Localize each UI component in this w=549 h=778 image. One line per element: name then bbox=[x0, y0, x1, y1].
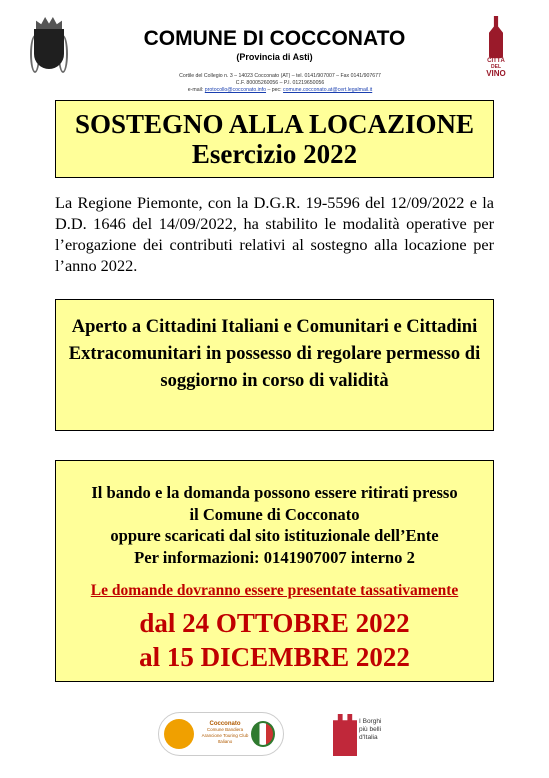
borghi-line2: più belli bbox=[359, 726, 382, 733]
info-line-4: Per informazioni: 0141907007 interno 2 bbox=[134, 547, 415, 567]
eligibility-box bbox=[55, 299, 494, 431]
notice-year: Esercizio 2022 bbox=[191, 139, 358, 169]
title-box bbox=[55, 100, 494, 178]
info-line-3: oppure scaricati dal sito istituzionale dell’Ente bbox=[110, 526, 439, 545]
date-to: al 15 DICEMBRE 2022 bbox=[139, 642, 410, 672]
info-box bbox=[55, 460, 494, 682]
fiscal-line: C.F. 80005260056 – P.I. 01219650056 bbox=[235, 80, 325, 86]
notice-title: SOSTEGNO ALLA LOCAZIONE bbox=[74, 109, 475, 139]
eligibility-text: Aperto a Cittadini Italiani e Comunitari e Cittadini Extracomunitari in possesso di regolare permesso di soggiorno in corso di validità bbox=[68, 317, 481, 391]
municipality-title: COMUNE DI COCCONATO bbox=[143, 27, 406, 50]
borghi-line1: I Borghi bbox=[359, 718, 382, 725]
vino-logo-line1: CITTÀ bbox=[487, 58, 505, 64]
vino-logo-line3: VINO bbox=[486, 69, 506, 78]
date-from: dal 24 OTTOBRE 2022 bbox=[139, 608, 410, 638]
email-label: e-mail: bbox=[187, 87, 204, 93]
borghi-line3: d'Italia bbox=[359, 734, 378, 741]
intro-text: La Regione Piemonte, con la D.G.R. 19-5596 del 12/09/2022 e la D.D. 1646 del 14/09/2022, ha stabilito le modalità operative per l’erogazione dei contributi relativi al sostegno alla locazione per l’anno 2022. bbox=[55, 193, 494, 275]
deadline-notice: Le domande dovranno essere presentate tassativamente bbox=[90, 582, 459, 599]
contact-line bbox=[150, 87, 410, 93]
sun-icon bbox=[164, 719, 194, 749]
tower-icon bbox=[333, 714, 357, 756]
email-link[interactable]: protocollo@cocconato.info bbox=[204, 87, 267, 93]
intro-paragraph bbox=[55, 192, 494, 276]
bandiera-arancione-logo bbox=[158, 712, 284, 756]
touring-club-icon bbox=[251, 721, 275, 747]
province-subtitle: (Provincia di Asti) bbox=[236, 52, 313, 62]
pec-link[interactable]: comune.cocconato.at@cert.legalmail.it bbox=[283, 87, 373, 93]
address-line: Cortile del Collegio n. 3 – 14023 Cocconato (AT) – tel. 0141/907007 – Fax 0141/907677 bbox=[179, 73, 381, 79]
info-line-2: il Comune di Cocconato bbox=[189, 504, 360, 524]
pec-label: – pec: bbox=[266, 87, 282, 93]
logo-left-caption: Comune Bandiera Arancione Touring Club Italiano bbox=[201, 727, 249, 744]
info-line-1: Il bando e la domanda possono essere ritirati presso bbox=[91, 483, 458, 502]
citta-del-vino-logo bbox=[474, 14, 518, 76]
borghi-piu-belli-logo bbox=[333, 712, 393, 758]
logo-left-name: Cocconato bbox=[209, 721, 241, 727]
vino-logo-line2: DEL bbox=[491, 64, 501, 70]
wine-bottle-icon bbox=[489, 16, 503, 58]
